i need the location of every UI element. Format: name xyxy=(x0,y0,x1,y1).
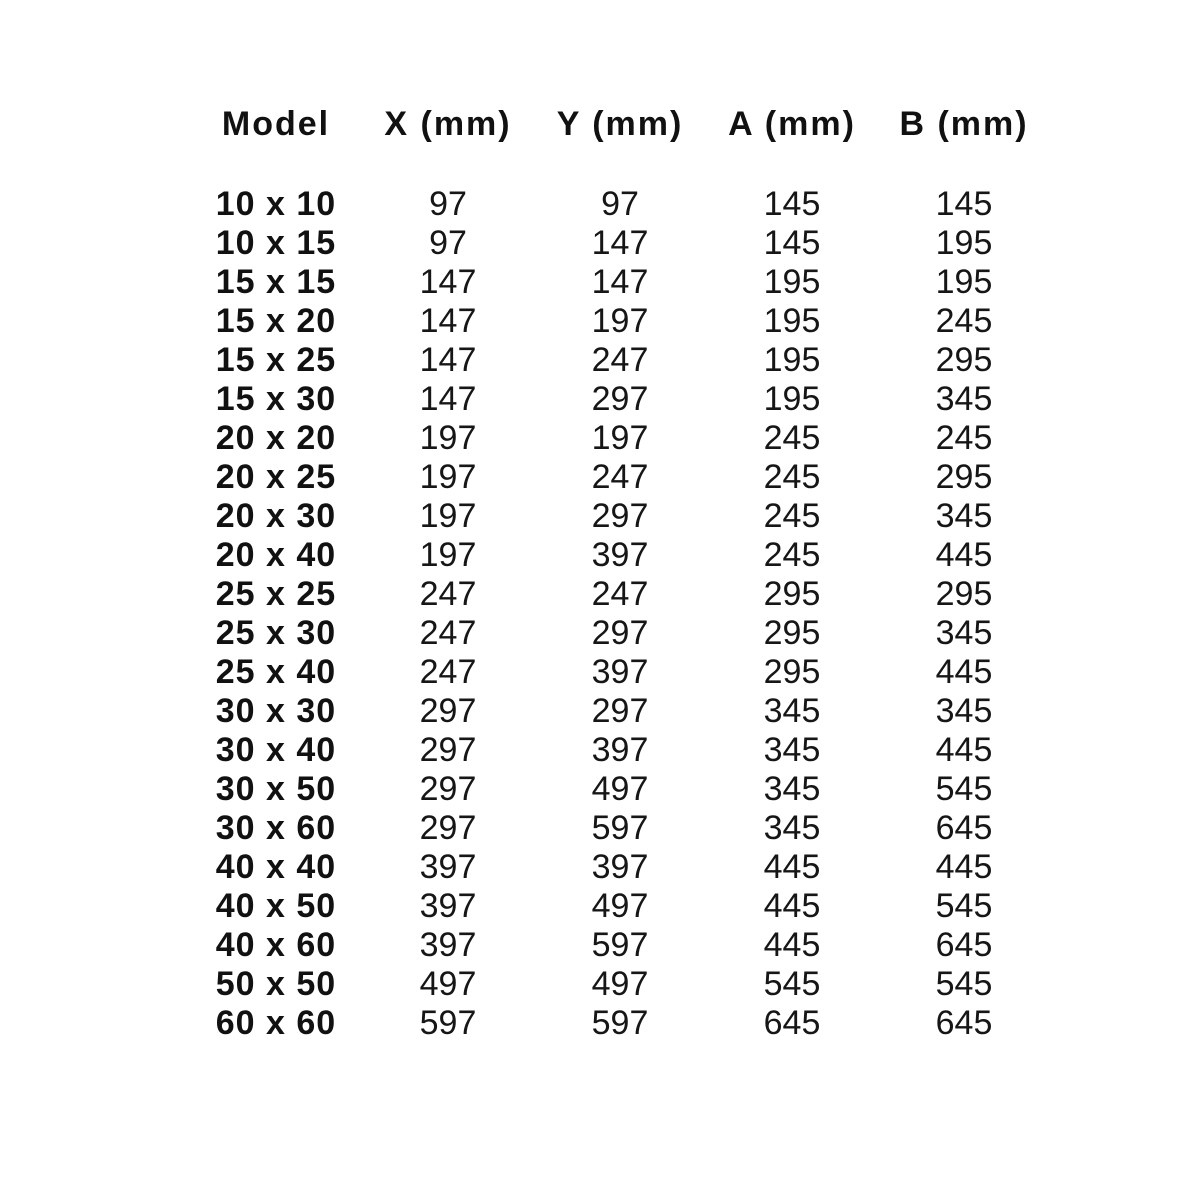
value-cell: 297 xyxy=(591,497,649,535)
value-cell: 497 xyxy=(419,965,477,1003)
value-cell: 247 xyxy=(591,341,649,379)
value-cell: 545 xyxy=(935,965,993,1003)
value-cell: 245 xyxy=(935,302,993,340)
table-row xyxy=(190,809,1050,848)
value-cell: 195 xyxy=(763,380,821,418)
value-cell: 597 xyxy=(591,809,649,847)
value-cell: 295 xyxy=(763,653,821,691)
model-cell: 15 x 20 xyxy=(215,302,337,340)
table-row xyxy=(190,575,1050,614)
value-cell: 497 xyxy=(591,770,649,808)
value-cell: 197 xyxy=(419,419,477,457)
table-row xyxy=(190,614,1050,653)
value-cell: 645 xyxy=(935,1004,993,1042)
value-cell: 445 xyxy=(763,887,821,925)
table-row xyxy=(190,692,1050,731)
value-cell: 195 xyxy=(763,341,821,379)
value-cell: 245 xyxy=(763,536,821,574)
value-cell: 397 xyxy=(591,536,649,574)
table-row xyxy=(190,770,1050,809)
value-cell: 645 xyxy=(935,926,993,964)
value-cell: 345 xyxy=(935,614,993,652)
value-cell: 497 xyxy=(591,887,649,925)
table-row xyxy=(190,731,1050,770)
model-cell: 25 x 30 xyxy=(215,614,337,652)
value-cell: 345 xyxy=(763,770,821,808)
value-cell: 247 xyxy=(419,614,477,652)
value-cell: 195 xyxy=(935,224,993,262)
value-cell: 345 xyxy=(935,380,993,418)
table-row xyxy=(190,105,1050,185)
value-cell: 245 xyxy=(935,419,993,457)
value-cell: 97 xyxy=(429,185,467,223)
value-cell: 197 xyxy=(419,497,477,535)
table-row xyxy=(190,848,1050,887)
value-cell: 295 xyxy=(935,341,993,379)
model-cell: 30 x 30 xyxy=(215,692,337,730)
table-row xyxy=(190,419,1050,458)
value-cell: 147 xyxy=(419,263,477,301)
table-row xyxy=(190,653,1050,692)
value-cell: 397 xyxy=(419,887,477,925)
value-cell: 97 xyxy=(429,224,467,262)
value-cell: 545 xyxy=(763,965,821,1003)
value-cell: 445 xyxy=(935,848,993,886)
value-cell: 397 xyxy=(591,848,649,886)
value-cell: 445 xyxy=(763,926,821,964)
model-cell: 40 x 40 xyxy=(215,848,337,886)
model-cell: 20 x 30 xyxy=(215,497,337,535)
header-cell: A (mm) xyxy=(728,105,856,143)
value-cell: 345 xyxy=(935,692,993,730)
value-cell: 345 xyxy=(763,731,821,769)
value-cell: 597 xyxy=(419,1004,477,1042)
table-row xyxy=(190,185,1050,224)
value-cell: 197 xyxy=(591,302,649,340)
table-body xyxy=(190,185,1050,1043)
value-cell: 245 xyxy=(763,458,821,496)
table-row xyxy=(190,536,1050,575)
value-cell: 295 xyxy=(763,575,821,613)
value-cell: 145 xyxy=(935,185,993,223)
value-cell: 147 xyxy=(419,341,477,379)
value-cell: 297 xyxy=(419,770,477,808)
value-cell: 345 xyxy=(935,497,993,535)
model-cell: 30 x 60 xyxy=(215,809,337,847)
value-cell: 297 xyxy=(591,380,649,418)
value-cell: 397 xyxy=(419,926,477,964)
value-cell: 597 xyxy=(591,926,649,964)
model-cell: 10 x 10 xyxy=(215,185,337,223)
value-cell: 297 xyxy=(419,692,477,730)
value-cell: 195 xyxy=(763,263,821,301)
value-cell: 345 xyxy=(763,809,821,847)
table-row xyxy=(190,1004,1050,1043)
value-cell: 147 xyxy=(419,302,477,340)
value-cell: 397 xyxy=(419,848,477,886)
value-cell: 145 xyxy=(763,185,821,223)
header-cell: X (mm) xyxy=(384,105,512,143)
value-cell: 195 xyxy=(935,263,993,301)
value-cell: 245 xyxy=(763,497,821,535)
table-row xyxy=(190,380,1050,419)
value-cell: 145 xyxy=(763,224,821,262)
model-dimensions-table xyxy=(190,105,1050,1043)
value-cell: 197 xyxy=(419,458,477,496)
model-cell: 40 x 50 xyxy=(215,887,337,925)
value-cell: 297 xyxy=(419,731,477,769)
model-cell: 15 x 25 xyxy=(215,341,337,379)
value-cell: 445 xyxy=(935,536,993,574)
value-cell: 197 xyxy=(419,536,477,574)
document-sheet xyxy=(190,105,1050,1043)
value-cell: 545 xyxy=(935,770,993,808)
value-cell: 97 xyxy=(601,185,639,223)
value-cell: 195 xyxy=(763,302,821,340)
model-cell: 60 x 60 xyxy=(215,1004,337,1042)
model-cell: 30 x 40 xyxy=(215,731,337,769)
value-cell: 397 xyxy=(591,653,649,691)
value-cell: 247 xyxy=(591,458,649,496)
model-cell: 50 x 50 xyxy=(215,965,337,1003)
value-cell: 295 xyxy=(935,575,993,613)
table-row xyxy=(190,224,1050,263)
model-cell: 15 x 15 xyxy=(215,263,337,301)
value-cell: 147 xyxy=(591,224,649,262)
table-row xyxy=(190,887,1050,926)
model-cell: 40 x 60 xyxy=(215,926,337,964)
value-cell: 445 xyxy=(763,848,821,886)
header-cell: Model xyxy=(221,105,331,143)
value-cell: 445 xyxy=(935,731,993,769)
model-cell: 20 x 40 xyxy=(215,536,337,574)
value-cell: 245 xyxy=(763,419,821,457)
value-cell: 247 xyxy=(419,575,477,613)
value-cell: 295 xyxy=(935,458,993,496)
table-row xyxy=(190,497,1050,536)
table-row xyxy=(190,263,1050,302)
value-cell: 645 xyxy=(935,809,993,847)
value-cell: 295 xyxy=(763,614,821,652)
model-cell: 10 x 15 xyxy=(215,224,337,262)
value-cell: 597 xyxy=(591,1004,649,1042)
table-row xyxy=(190,341,1050,380)
value-cell: 545 xyxy=(935,887,993,925)
value-cell: 345 xyxy=(763,692,821,730)
model-cell: 20 x 20 xyxy=(215,419,337,457)
model-cell: 25 x 40 xyxy=(215,653,337,691)
value-cell: 247 xyxy=(419,653,477,691)
model-cell: 30 x 50 xyxy=(215,770,337,808)
value-cell: 497 xyxy=(591,965,649,1003)
value-cell: 297 xyxy=(591,692,649,730)
header-cell: B (mm) xyxy=(899,105,1029,143)
value-cell: 247 xyxy=(591,575,649,613)
value-cell: 645 xyxy=(763,1004,821,1042)
table-row xyxy=(190,458,1050,497)
model-cell: 20 x 25 xyxy=(215,458,337,496)
value-cell: 147 xyxy=(419,380,477,418)
value-cell: 297 xyxy=(419,809,477,847)
table-header-row xyxy=(190,105,1050,185)
model-cell: 15 x 30 xyxy=(215,380,337,418)
table-row xyxy=(190,302,1050,341)
value-cell: 397 xyxy=(591,731,649,769)
table-row xyxy=(190,926,1050,965)
value-cell: 197 xyxy=(591,419,649,457)
value-cell: 147 xyxy=(591,263,649,301)
model-cell: 25 x 25 xyxy=(215,575,337,613)
value-cell: 297 xyxy=(591,614,649,652)
header-cell: Y (mm) xyxy=(556,105,684,143)
value-cell: 445 xyxy=(935,653,993,691)
table-row xyxy=(190,965,1050,1004)
